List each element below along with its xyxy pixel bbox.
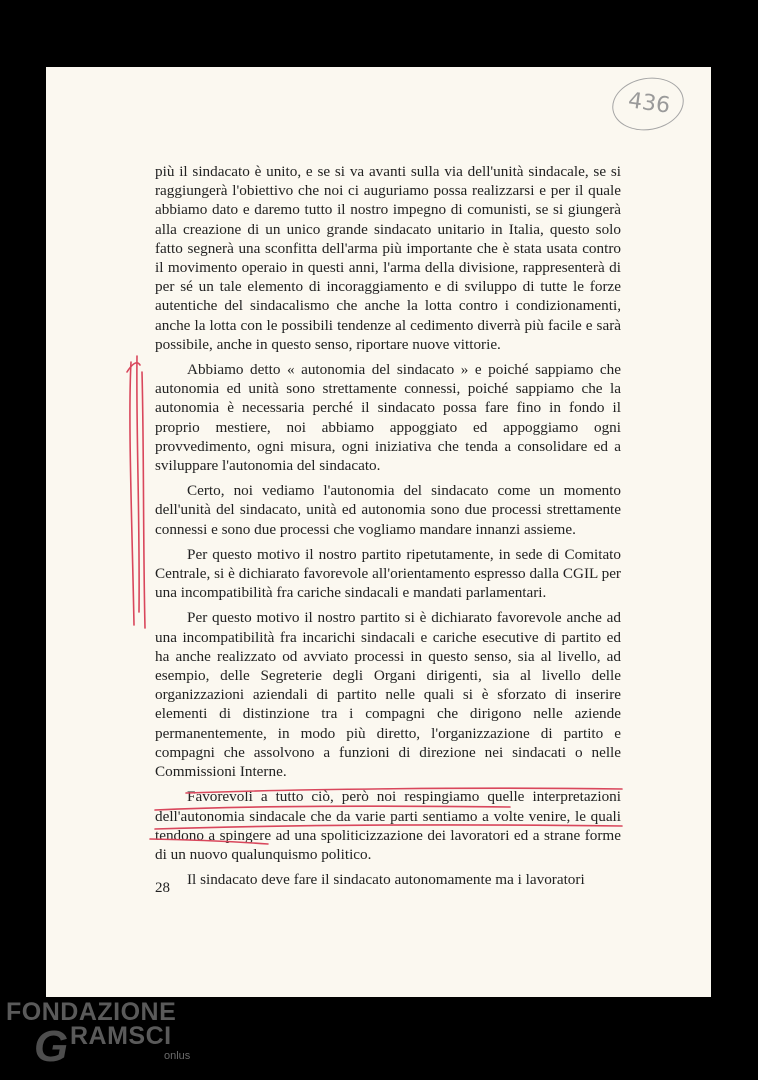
archive-number: 436 [626,88,672,119]
logo-initial: G [34,1022,69,1071]
paragraph: Abbiamo detto « autonomia del sindacato » e poiché sappiamo che autonomia ed unità sono strettamente connessi, poiché sappiamo che la autonomia è necessaria perché il sindacato possa fare fino in fondo il proprio mestiere, noi abbiamo appoggiato ed appoggiamo ogni provvedimento, ogni misura, ogni iniziativa che tenda a consolidare ed a sviluppare l'autonomia del sindacato. [155,361,621,475]
page-number: 28 [155,880,170,896]
fondazione-gramsci-logo [6,998,196,1070]
paragraph: Favorevoli a tutto ciò, però noi respingiamo quelle interpretazioni dell'autonomia sindacale che da varie parti sentiamo a volte venire, le quali tendono a spingere ad una spoliticizzazione dei lavoratori ed a strane forme di un nuovo qualunquismo politico. [155,788,621,863]
paragraph: più il sindacato è unito, e se si va avanti sulla via dell'unità sindacale, se si raggiungerà l'obiettivo che noi ci auguriamo possa realizzarsi e per il quale abbiamo dato e daremo tutto il nostro impegno di comunisti, se si giungerà alla creazione di un unico grande sindacato unitario in Italia, questo solo fatto segnerà una sconfitta dell'arma più importante che è stata usata contro il movimento operaio in questi anni, l'arma della divisione, rappresenterà di per sé un tale elemento di incoraggiamento e di sviluppo di tutte le forze autentiche del sindacalismo che anche la lotta contro i condizionamenti, anche la lotta con le possibili tendenze al cedimento diverrà più facile e sarà possibile, anche in questo senso, riportare nuove vittorie. [155,163,621,353]
body-text [155,162,621,889]
paragraph: Per questo motivo il nostro partito si è dichiarato favorevole anche ad una incompatibilità fra incarichi sindacali e cariche esecutive di partito ed ha anche realizzato od avviato processi in questo senso, sia al livello, ad esempio, delle Segreterie degli Organi dirigenti, sia al livello delle organizzazioni aziendali di partito nelle quali si è sforzato di inserire elementi di distinzione tra i compagni che dirigono nelle aziende permanentemente, in modo più diretto, l'organizzazione di partito e compagni che assolvono a funzioni di direzione nei sindacati o nelle Commissioni Interne. [155,609,621,781]
logo-line-1: FONDAZIONE [6,998,177,1026]
logo-suffix: onlus [164,1050,191,1062]
paragraph: Per questo motivo il nostro partito ripetutamente, in sede di Comitato Centrale, si è dichiarato favorevole all'orientamento espresso dalla CGIL per una incompatibilità fra cariche sindacali e mandati parlamentari. [155,545,621,602]
logo-line-2: RAMSCI [70,1022,172,1050]
paragraph: Certo, noi vediamo l'autonomia del sindacato come un momento dell'unità del sindacato, unità ed autonomia sono due processi strettamente connessi e sono due processi che vogliamo mandare innanzi assieme. [155,482,621,538]
paragraph: Il sindacato deve fare il sindacato autonomamente ma i lavoratori [187,871,585,889]
